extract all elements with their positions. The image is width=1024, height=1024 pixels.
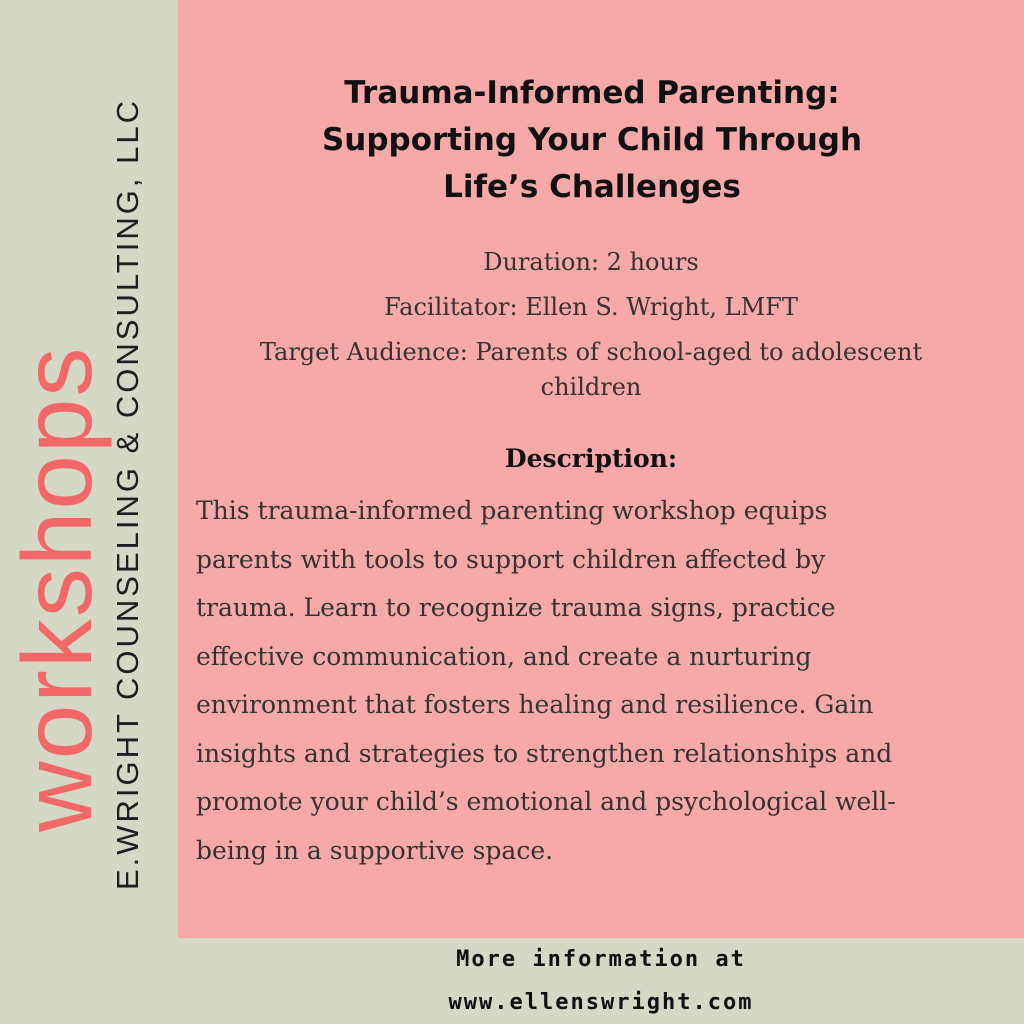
description-line: trauma. Learn to recognize trauma signs, practice (196, 593, 836, 622)
title-line: Life’s Challenges (443, 169, 741, 205)
website-link[interactable]: www.ellenswright.com (448, 990, 754, 1015)
title-line: Trauma-Informed Parenting: (344, 75, 840, 111)
description-text (196, 487, 1004, 875)
more-info-label: More information at (456, 947, 746, 972)
sidebar (0, 0, 178, 938)
description-line: being in a supportive space. (196, 835, 554, 865)
company-name: E.WRIGHT COUNSELING & CONSULTING, LLC (110, 98, 145, 890)
description-line: This trauma-informed parenting workshop equips (196, 496, 828, 525)
workshops-word: workshops (2, 345, 112, 832)
workshop-title (230, 70, 954, 211)
target-audience-cont: children (540, 373, 642, 401)
description-line: parents with tools to support children affected by (196, 544, 826, 574)
description-line: environment that fosters healing and resilience. Gain (196, 690, 874, 719)
description-line: promote your child’s emotional and psychological well- (196, 787, 896, 816)
description-line: insights and strategies to strengthen relationships and (196, 738, 893, 768)
description-line: effective communication, and create a nurturing (196, 641, 812, 671)
title-line: Supporting Your Child Through (321, 122, 863, 158)
footer (178, 938, 1024, 1024)
workshop-details (196, 240, 986, 410)
duration: Duration: 2 hours (483, 248, 699, 276)
facilitator: Facilitator: Ellen S. Wright, LMFT (384, 293, 798, 321)
target-audience: Target Audience: Parents of school-aged to adolescent (259, 338, 923, 366)
description-heading: Description: (504, 444, 678, 473)
